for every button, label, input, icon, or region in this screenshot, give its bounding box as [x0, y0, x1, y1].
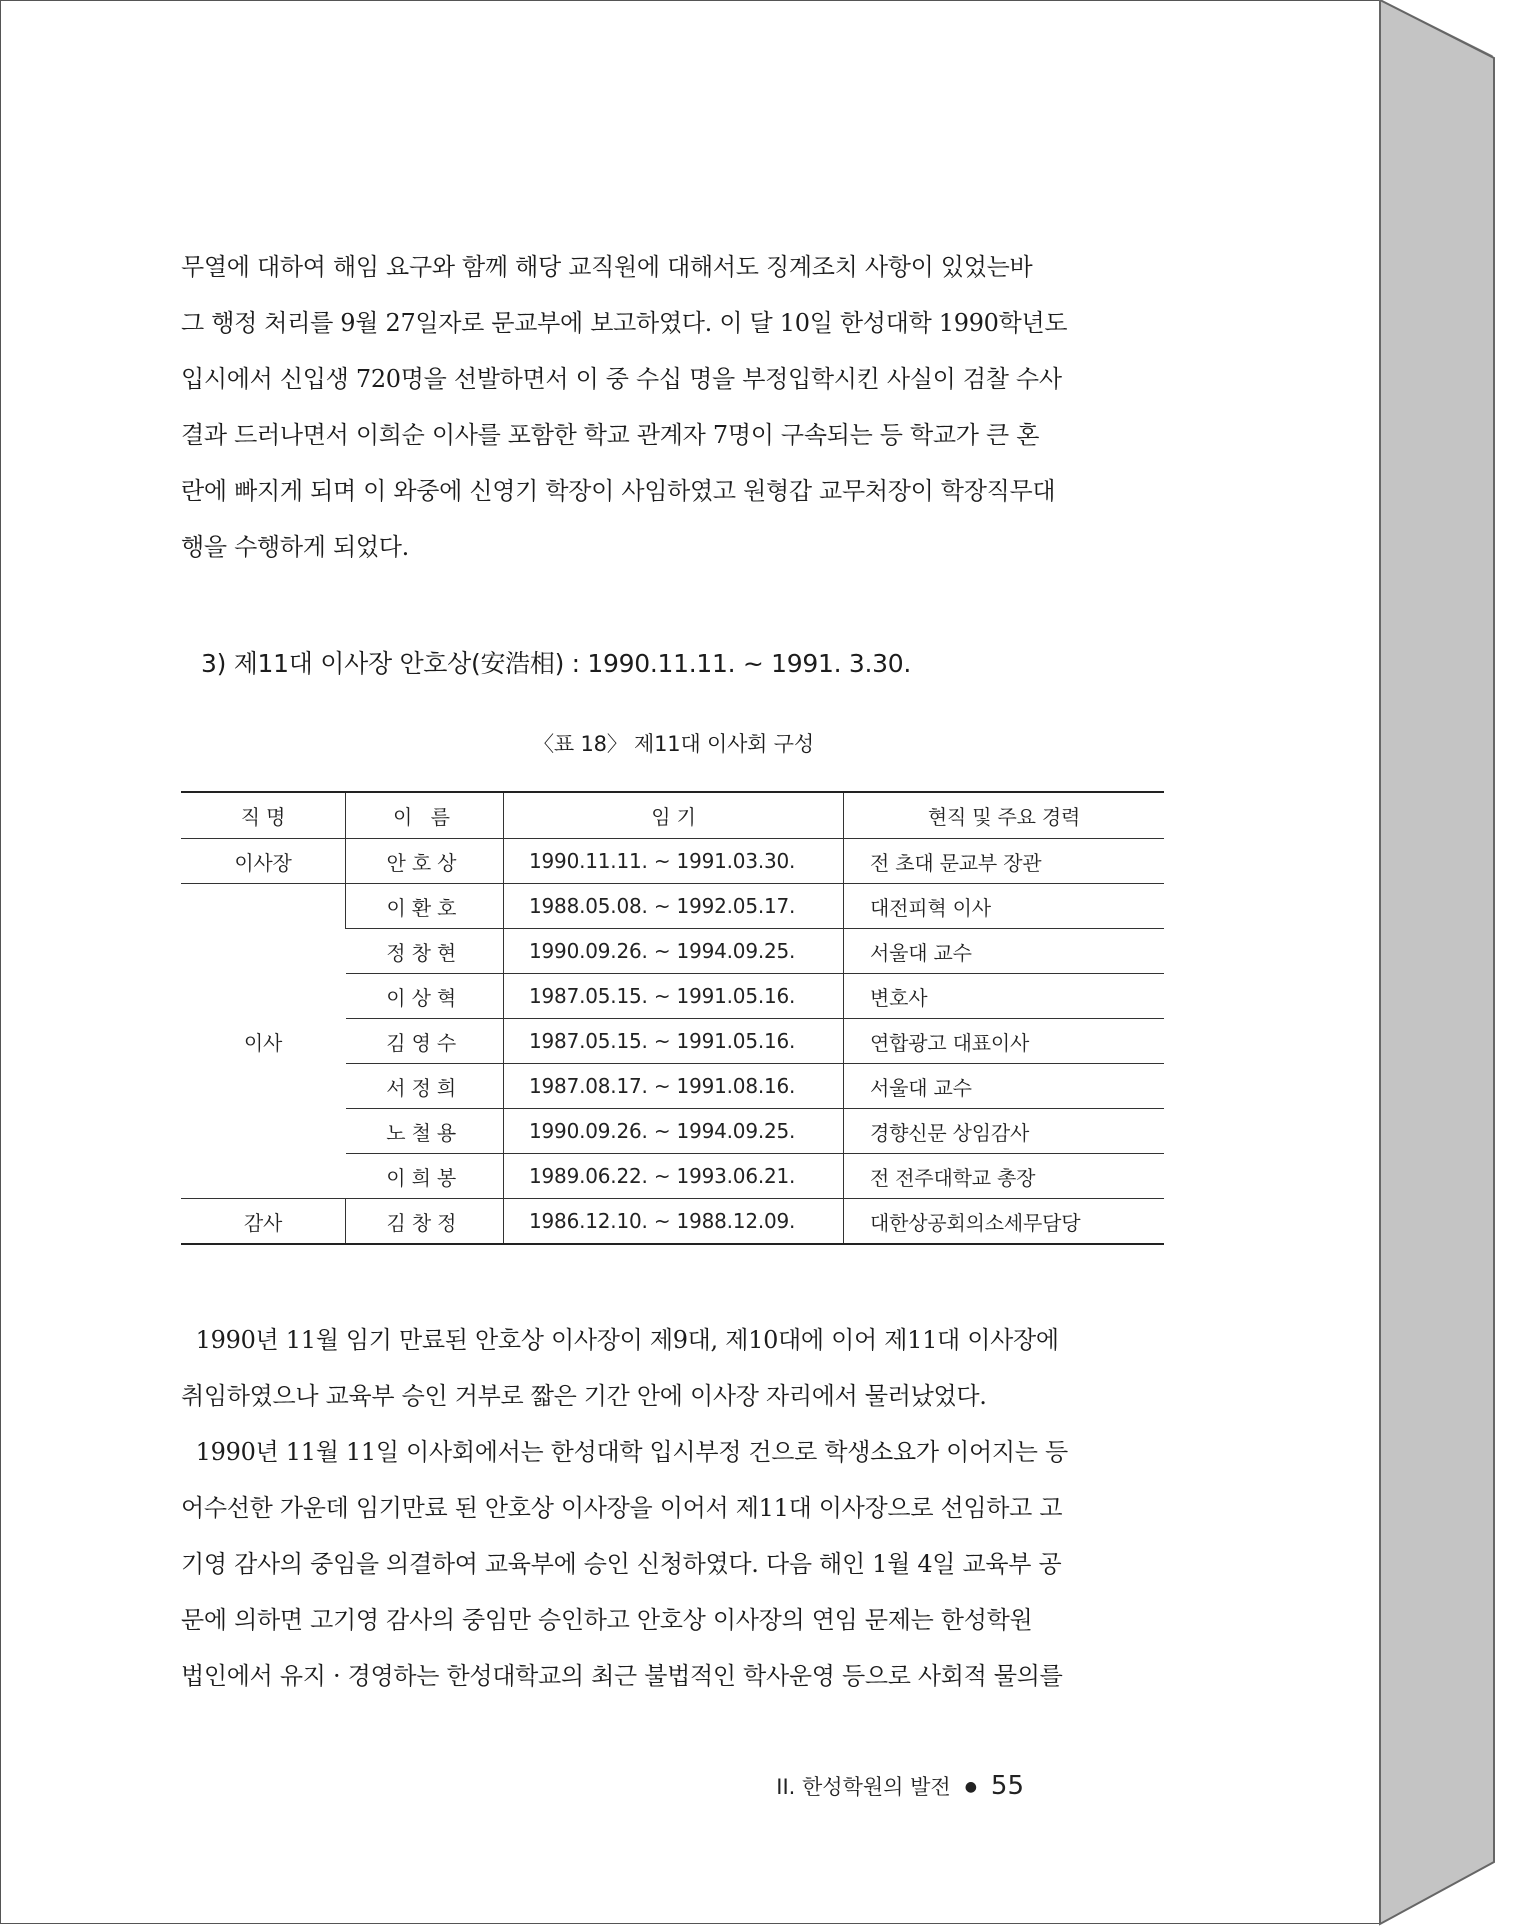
cell-name: 정창현 [346, 929, 504, 974]
cell-term: 1990.11.11. ~ 1991.03.30. [504, 839, 844, 884]
paragraph-line: 입시에서 신입생 720명을 선발하면서 이 중 수십 명을 부정입학시킨 사실이 검찰 수사 [181, 365, 1062, 393]
page-edge-side [1380, 0, 1494, 1924]
page-number: 55 [990, 1771, 1024, 1801]
cell-term: 1990.09.26. ~ 1994.09.25. [504, 1109, 844, 1154]
cell-position: 이사장 [181, 839, 346, 884]
cell-name: 노철용 [346, 1109, 504, 1154]
paragraph-line: 어수선한 가운데 임기만료 된 안호상 이사장을 이어서 제11대 이사장으로 선임하고 고 [181, 1494, 1063, 1522]
header-position: 직 명 [181, 792, 346, 839]
cell-career: 전 초대 문교부 장관 [844, 839, 1165, 884]
cell-term: 1988.05.08. ~ 1992.05.17. [504, 884, 844, 929]
cell-name: 안호상 [346, 839, 504, 884]
cell-name: 서정희 [346, 1064, 504, 1109]
header-career: 현직 및 주요 경력 [844, 792, 1165, 839]
cell-position: 이사 [181, 884, 346, 1199]
cell-term: 1987.05.15. ~ 1991.05.16. [504, 1019, 844, 1064]
paragraph-line: 무열에 대하여 해임 요구와 함께 해당 교직원에 대해서도 징계조치 사항이 있었는바 [181, 253, 1033, 281]
cell-career: 대전피혁 이사 [844, 884, 1165, 929]
cell-career: 전 전주대학교 총장 [844, 1154, 1165, 1199]
header-term: 임 기 [504, 792, 844, 839]
bullet-icon: ● [964, 1779, 977, 1795]
paragraph-line: 결과 드러나면서 이희순 이사를 포함한 학교 관계자 7명이 구속되는 등 학교가 큰 혼 [181, 421, 1040, 449]
cell-name: 김영수 [346, 1019, 504, 1064]
cell-name: 이희봉 [346, 1154, 504, 1199]
paragraph-line: 취임하였으나 교육부 승인 거부로 짧은 기간 안에 이사장 자리에서 물러났었다. [181, 1382, 987, 1410]
paragraph-line: 그 행정 처리를 9월 27일자로 문교부에 보고하였다. 이 달 10일 한성대학 1990학년도 [181, 309, 1068, 337]
section-heading: 3) 제11대 이사장 안호상(安浩相) : 1990.11.11. ~ 1991. 3.30. [201, 649, 911, 678]
paragraph-line: 기영 감사의 중임을 의결하여 교육부에 승인 신청하였다. 다음 해인 1월 4일 교육부 공 [181, 1550, 1062, 1578]
cell-career: 서울대 교수 [844, 1064, 1165, 1109]
paragraph-line: 법인에서 유지 · 경영하는 한성대학교의 최근 불법적인 학사운영 등으로 사회적 물의를 [181, 1662, 1063, 1690]
cell-career: 경향신문 상임감사 [844, 1109, 1165, 1154]
paragraph-line: 1990년 11월 임기 만료된 안호상 이사장이 제9대, 제10대에 이어 제11대 이사장에 [181, 1326, 1059, 1354]
paragraph-line: 1990년 11월 11일 이사회에서는 한성대학 입시부정 건으로 학생소요가 이어지는 등 [181, 1438, 1068, 1466]
cell-term: 1986.12.10. ~ 1988.12.09. [504, 1199, 844, 1245]
footer-chapter-title: II. 한성학원의 발전 [776, 1775, 951, 1799]
header-name: 이 름 [346, 792, 504, 839]
cell-career: 변호사 [844, 974, 1165, 1019]
cell-term: 1990.09.26. ~ 1994.09.25. [504, 929, 844, 974]
cell-name: 김창정 [346, 1199, 504, 1245]
table-caption: 〈표 18〉 제11대 이사회 구성 [533, 732, 814, 756]
paragraph-line: 란에 빠지게 되며 이 와중에 신영기 학장이 사임하였고 원형갑 교무처장이 학장직무대 [181, 477, 1056, 505]
paragraph-line: 행을 수행하게 되었다. [181, 533, 409, 561]
cell-career: 연합광고 대표이사 [844, 1019, 1165, 1064]
cell-term: 1987.05.15. ~ 1991.05.16. [504, 974, 844, 1019]
cell-career: 서울대 교수 [844, 929, 1165, 974]
cell-name: 이환호 [346, 884, 504, 929]
cell-position: 감사 [181, 1199, 346, 1245]
cell-career: 대한상공회의소세무담당 [844, 1199, 1165, 1245]
cell-term: 1987.08.17. ~ 1991.08.16. [504, 1064, 844, 1109]
cell-term: 1989.06.22. ~ 1993.06.21. [504, 1154, 844, 1199]
cell-name: 이상혁 [346, 974, 504, 1019]
paragraph-line: 문에 의하면 고기영 감사의 중임만 승인하고 안호상 이사장의 연임 문제는 한성학원 [181, 1606, 1033, 1634]
